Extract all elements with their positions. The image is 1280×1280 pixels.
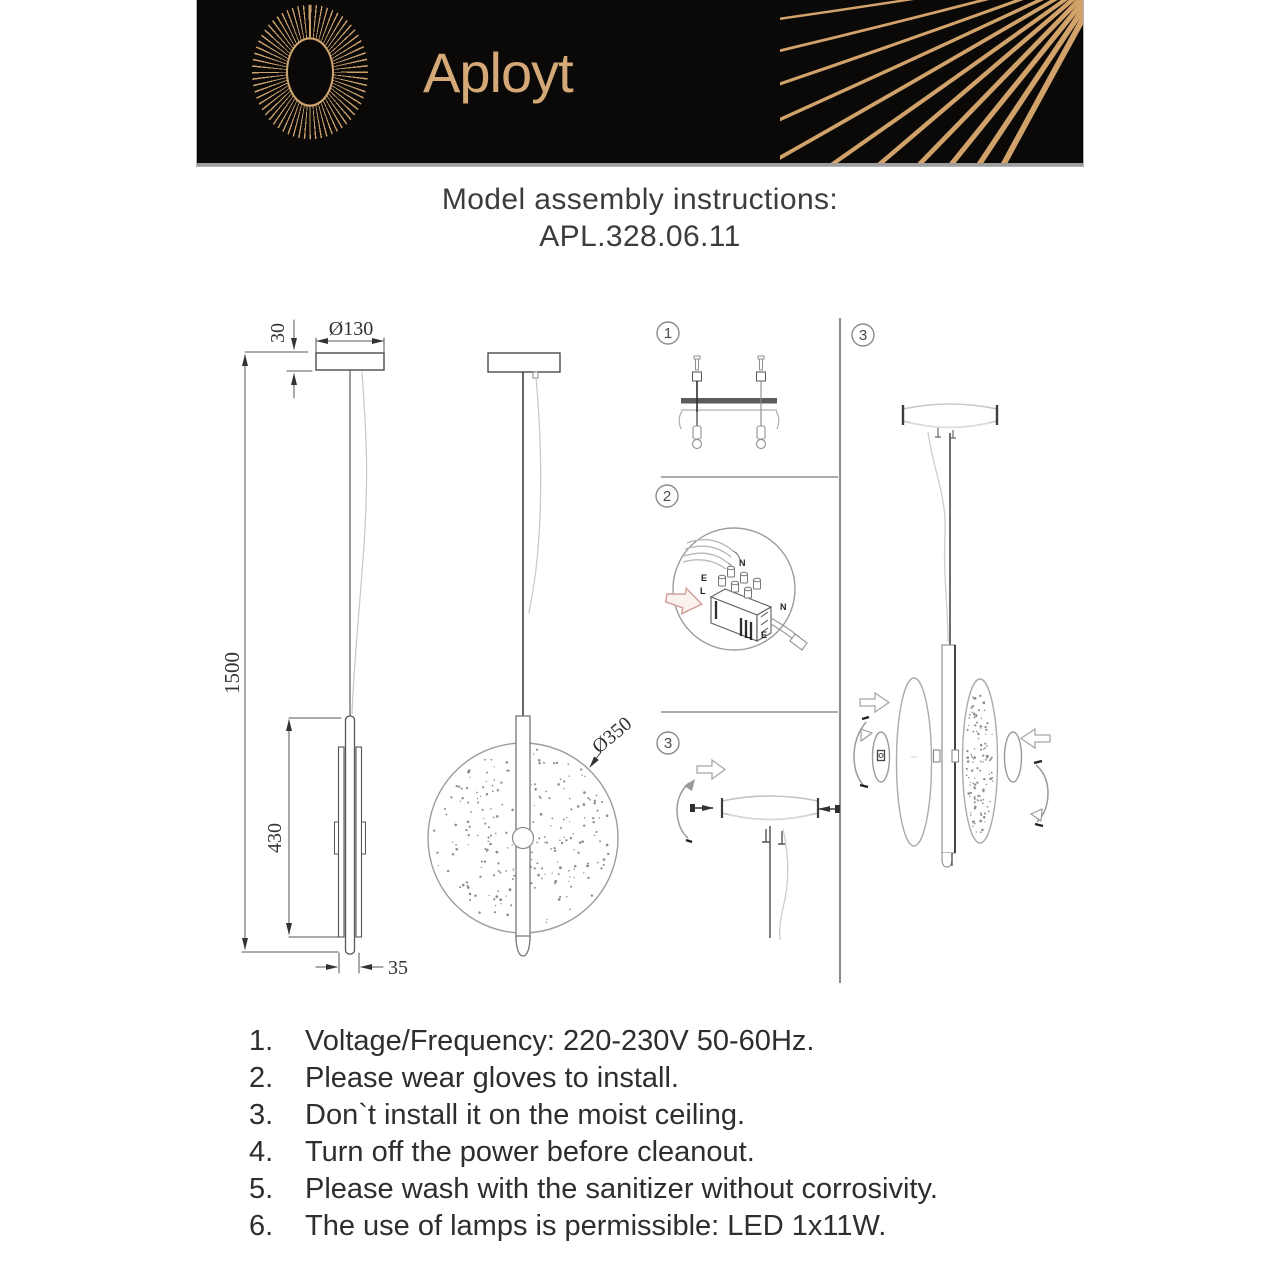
item-text: The use of lamps is permissible: LED 1x11W. [305, 1210, 887, 1242]
dim-shade-thickness: 35 [388, 957, 408, 979]
step-1 [657, 322, 779, 449]
canopy-mounting-diagram [677, 760, 840, 940]
item-text: Don`t install it on the moist ceiling. [305, 1099, 746, 1131]
front-view-drawing [428, 353, 636, 956]
item-text: Please wash with the sanitizer without corrosivity. [305, 1173, 938, 1205]
list-item [249, 1134, 1079, 1171]
list-item [249, 1097, 1079, 1134]
canopy-side [316, 353, 384, 370]
wire-label-l-in: L [700, 586, 706, 596]
list-item [249, 1060, 1079, 1097]
push-arrow-right-icon [1021, 729, 1050, 748]
push-arrow-left-icon [860, 693, 889, 712]
rotate-arrow-tail [686, 840, 692, 842]
canopy-assembled [903, 404, 997, 428]
dim-shade-diameter: Ø350 [588, 712, 637, 759]
rotate-arrow-icon [677, 783, 689, 838]
item-text: Please wear gloves to install. [305, 1062, 679, 1094]
assembly-exploded-view [852, 324, 1050, 867]
side-view-drawing [220, 318, 408, 979]
wire-label-e-in: E [701, 573, 708, 583]
instruction-list [249, 1023, 1079, 1245]
screw-left [690, 804, 695, 812]
screw-right [835, 805, 840, 813]
panel-dividers [661, 318, 840, 983]
ring-right [1005, 732, 1022, 782]
shade-center-hole [513, 828, 534, 849]
wire-label-l-out: L [745, 630, 751, 640]
power-cable-front [529, 378, 541, 613]
item-number: 4. [249, 1136, 274, 1168]
canopy-front [488, 353, 560, 372]
dimension-lines [242, 320, 384, 973]
wire-label-n-out: N [780, 602, 787, 612]
dim-shade-height: 430 [264, 823, 286, 853]
rotate-arrow-right-head [1031, 809, 1042, 821]
brand-name: Aployt [423, 41, 573, 104]
title-line: Model assembly instructions: [441, 183, 839, 216]
power-cable-side [352, 372, 367, 714]
dim-canopy-diameter: Ø130 [328, 318, 374, 340]
model-number: APL.328.06.11 [539, 220, 741, 253]
step-2 [656, 485, 807, 650]
mounting-bracket-diagram [679, 356, 779, 449]
direction-arrow-icon [697, 760, 725, 779]
list-item [249, 1171, 1079, 1208]
step-3-right-number: 3 [858, 327, 868, 344]
list-item [249, 1023, 1079, 1060]
item-number: 3. [249, 1099, 274, 1131]
wiring-diagram [664, 528, 807, 650]
step-2-number: 2 [662, 488, 672, 505]
step-3 [657, 732, 840, 940]
step-3-number: 3 [663, 735, 673, 752]
rotate-arrow-left-head [861, 729, 872, 741]
step-1-number: 1 [663, 325, 673, 342]
item-number: 6. [249, 1210, 274, 1242]
item-number: 5. [249, 1173, 274, 1205]
item-text: Turn off the power before cleanout. [305, 1136, 755, 1168]
item-text: Voltage/Frequency: 220-230V 50-60Hz. [305, 1025, 815, 1057]
item-number: 2. [249, 1062, 274, 1094]
lamp-tube [934, 645, 959, 867]
dim-canopy-height: 30 [267, 323, 289, 343]
disc-plain [897, 678, 932, 846]
dim-total-height: 1500 [220, 652, 244, 694]
wire-label-n-in: N [739, 558, 746, 568]
item-number: 1. [249, 1025, 274, 1057]
list-item [249, 1208, 1079, 1245]
cable-assembled [928, 432, 948, 642]
cable-gland [533, 372, 538, 378]
wire-label-e-out: E [761, 630, 768, 640]
rotate-arrow-head [684, 779, 695, 791]
lamp-side-view [335, 716, 366, 954]
